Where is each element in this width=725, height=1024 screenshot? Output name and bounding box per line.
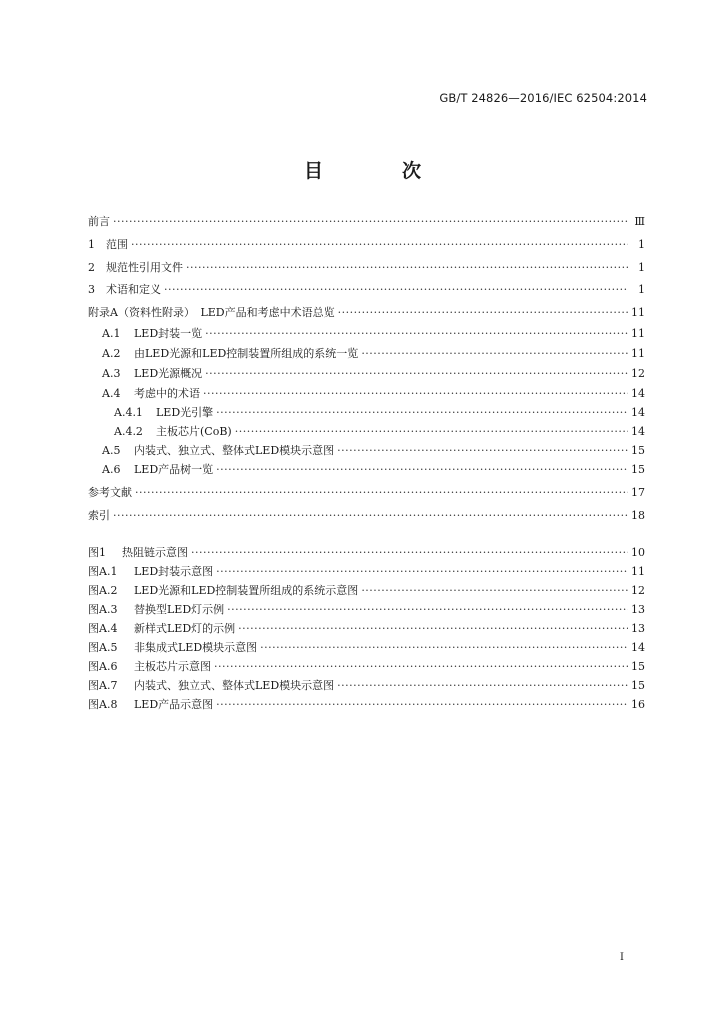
toc-entry-bibliography[interactable]: 参考文献 ····· 17 (0, 485, 725, 501)
toc-entry-index[interactable]: 索引 ····· 18 (0, 508, 725, 524)
toc-title: 目 次 (303, 160, 451, 182)
figure-entry-a3[interactable]: 图A.3 替换型LED灯示例 ····· 13 (0, 602, 725, 618)
toc-entry-foreword[interactable]: 前言 ····· Ⅲ (0, 214, 725, 230)
toc-entry-a1[interactable]: A.1 LED封装一览 ····· 11 (0, 326, 725, 342)
toc-entry-normative-references[interactable]: 2 规范性引用文件 ····· 1 (0, 260, 725, 276)
toc-entry-a5[interactable]: A.5 内装式、独立式、整体式LED模块示意图 ····· 15 (0, 443, 725, 459)
figure-entry-a7[interactable]: 图A.7 内装式、独立式、整体式LED模块示意图 ····· 15 (0, 678, 725, 694)
standard-code-header: GB/T 24826—2016/IEC 62504:2014 (439, 91, 647, 105)
figure-entry-a6[interactable]: 图A.6 主板芯片示意图 ····· 15 (0, 659, 725, 675)
toc-entry-scope[interactable]: 1 范围 ····· 1 (0, 237, 725, 253)
toc-entry-a6[interactable]: A.6 LED产品树一览 ····· 15 (0, 462, 725, 478)
figure-entry-a8[interactable]: 图A.8 LED产品示意图 ····· 16 (0, 697, 725, 713)
toc-entry-annex-a[interactable]: 附录A（资料性附录） LED产品和考虑中术语总览 ····· 11 (0, 305, 725, 321)
figure-entry-a4[interactable]: 图A.4 新样式LED灯的示例 ····· 13 (0, 621, 725, 637)
toc-entry-a2[interactable]: A.2 由LED光源和LED控制装置所组成的系统一览 ····· 11 (0, 346, 725, 362)
figure-entry-1[interactable]: 图1 热阻链示意图 ····· 10 (0, 545, 725, 561)
figure-entry-a1[interactable]: 图A.1 LED封装示意图 ····· 11 (0, 564, 725, 580)
toc-entry-a4-1[interactable]: A.4.1 LED光引擎 ····· 14 (0, 405, 725, 421)
figure-entry-a5[interactable]: 图A.5 非集成式LED模块示意图 ····· 14 (0, 640, 725, 656)
toc-entry-a3[interactable]: A.3 LED光源概况 ····· 12 (0, 366, 725, 382)
toc-entry-a4[interactable]: A.4 考虑中的术语 ····· 14 (0, 386, 725, 402)
toc-entry-a4-2[interactable]: A.4.2 主板芯片(CoB) ····· 14 (0, 424, 725, 440)
toc-entry-terms-definitions[interactable]: 3 术语和定义 ····· 1 (0, 282, 725, 298)
page-number: I (620, 952, 624, 963)
figure-entry-a2[interactable]: 图A.2 LED光源和LED控制装置所组成的系统示意图 ····· 12 (0, 583, 725, 599)
